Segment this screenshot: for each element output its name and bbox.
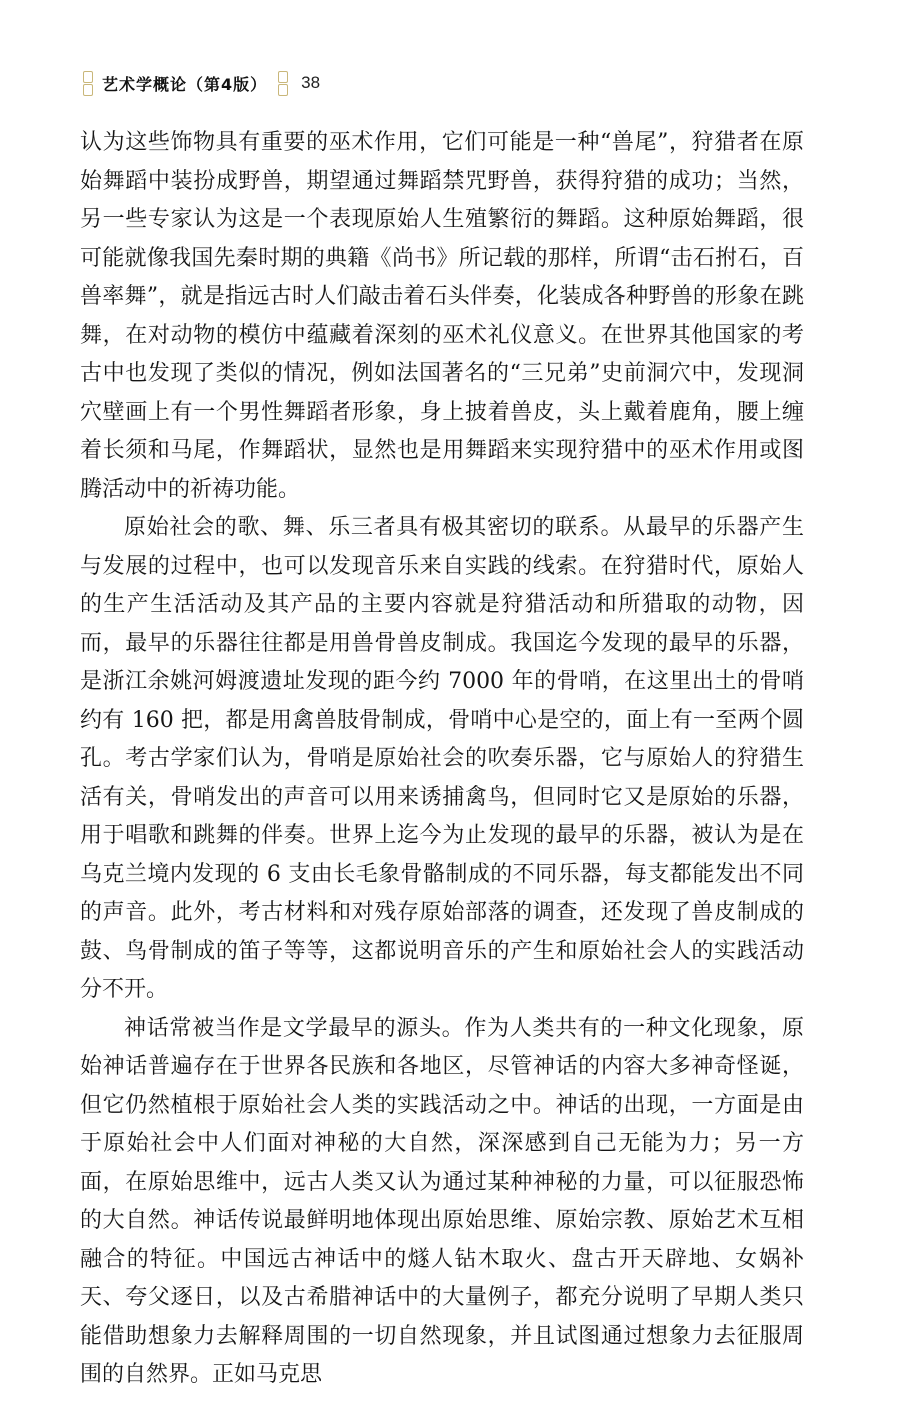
paragraph: 神话常被当作是文学最早的源头。作为人类共有的一种文化现象，原始神话普遍存在于世界各民族和各地区，尽管神话的内容大多神奇怪诞，但它仍然植根于原始社会人类的实践活动之中。神话的出现，一方面是由于原始社会中人们面对神秘的大自然，深深感到自己无能为力；另一方面，在原始思维中，远古人类又认为通过某种神秘的力量，可以征服恐怖的大自然。神话传说最鲜明地体现出原始思维、原始宗教、原始艺术互相融合的特征。中国远古神话中的燧人钻木取火、盘古开天辟地、女娲补天、夸父逐日，以及古希腊神话中的大量例子，都充分说明了早期人类只能借助想象力去解释周围的一切自然现象，并且试图通过想象力去征服周围的自然界。正如马克思 (80, 1015, 804, 1387)
paragraph: 认为这些饰物具有重要的巫术作用，它们可能是一种“兽尾”，狩猎者在原始舞蹈中装扮成野兽，期望通过舞蹈禁咒野兽，获得狩猎的成功；当然，另一些专家认为这是一个表现原始人生殖繁衍的舞蹈。这种原始舞蹈，很可能就像我国先秦时期的典籍《尚书》所记载的那样，所谓“击石拊石，百兽率舞”，就是指远古时人们敲击着石头伴奏，化装成各种野兽的形象在跳舞，在对动物的模仿中蕴藏着深刻的巫术礼仪意义。在世界其他国家的考古中也发现了类似的情况，例如法国著名的“三兄弟”史前洞穴中，发现洞穴壁画上有一个男性舞蹈者形象，身上披着兽皮，头上戴着鹿角，腰上缠着长须和马尾，作舞蹈状，显然也是用舞蹈来实现狩猎中的巫术作用或图腾活动中的祈祷功能。 (80, 130, 804, 502)
book-title: 艺术学概论（第4版） (102, 74, 268, 94)
page-number: 38 (301, 73, 321, 92)
running-header (80, 68, 320, 98)
body-text (80, 124, 804, 1395)
left-ornament-icon (80, 70, 94, 96)
paragraph: 原始社会的歌、舞、乐三者具有极其密切的联系。从最早的乐器产生与发展的过程中，也可以发现音乐来自实践的线索。在狩猎时代，原始人的生产生活活动及其产品的主要内容就是狩猎活动和所猎取的动物，因而，最早的乐器往往都是用兽骨兽皮制成。我国迄今发现的最早的乐器，是浙江余姚河姆渡遗址发现的距今约 7000 年的骨哨，在这里出土的骨哨约有 160 把，都是用禽兽肢骨制成，骨哨中心是空的，面上有一至两个圆孔。考古学家们认为，骨哨是原始社会的吹奏乐器，它与原始人的狩猎生活有关，骨哨发出的声音可以用来诱捕禽鸟，但同时它又是原始的乐器，用于唱歌和跳舞的伴奏。世界上迄今为止发现的最早的乐器，被认为是在乌克兰境内发现的 6 支由长毛象骨骼制成的不同乐器，每支都能发出不同的声音。此外，考古材料和对残存原始部落的调查，还发现了兽皮制成的鼓、鸟骨制成的笛子等等，这都说明音乐的产生和原始社会人的实践活动分不开。 (80, 515, 804, 1002)
right-ornament-icon (275, 70, 289, 96)
